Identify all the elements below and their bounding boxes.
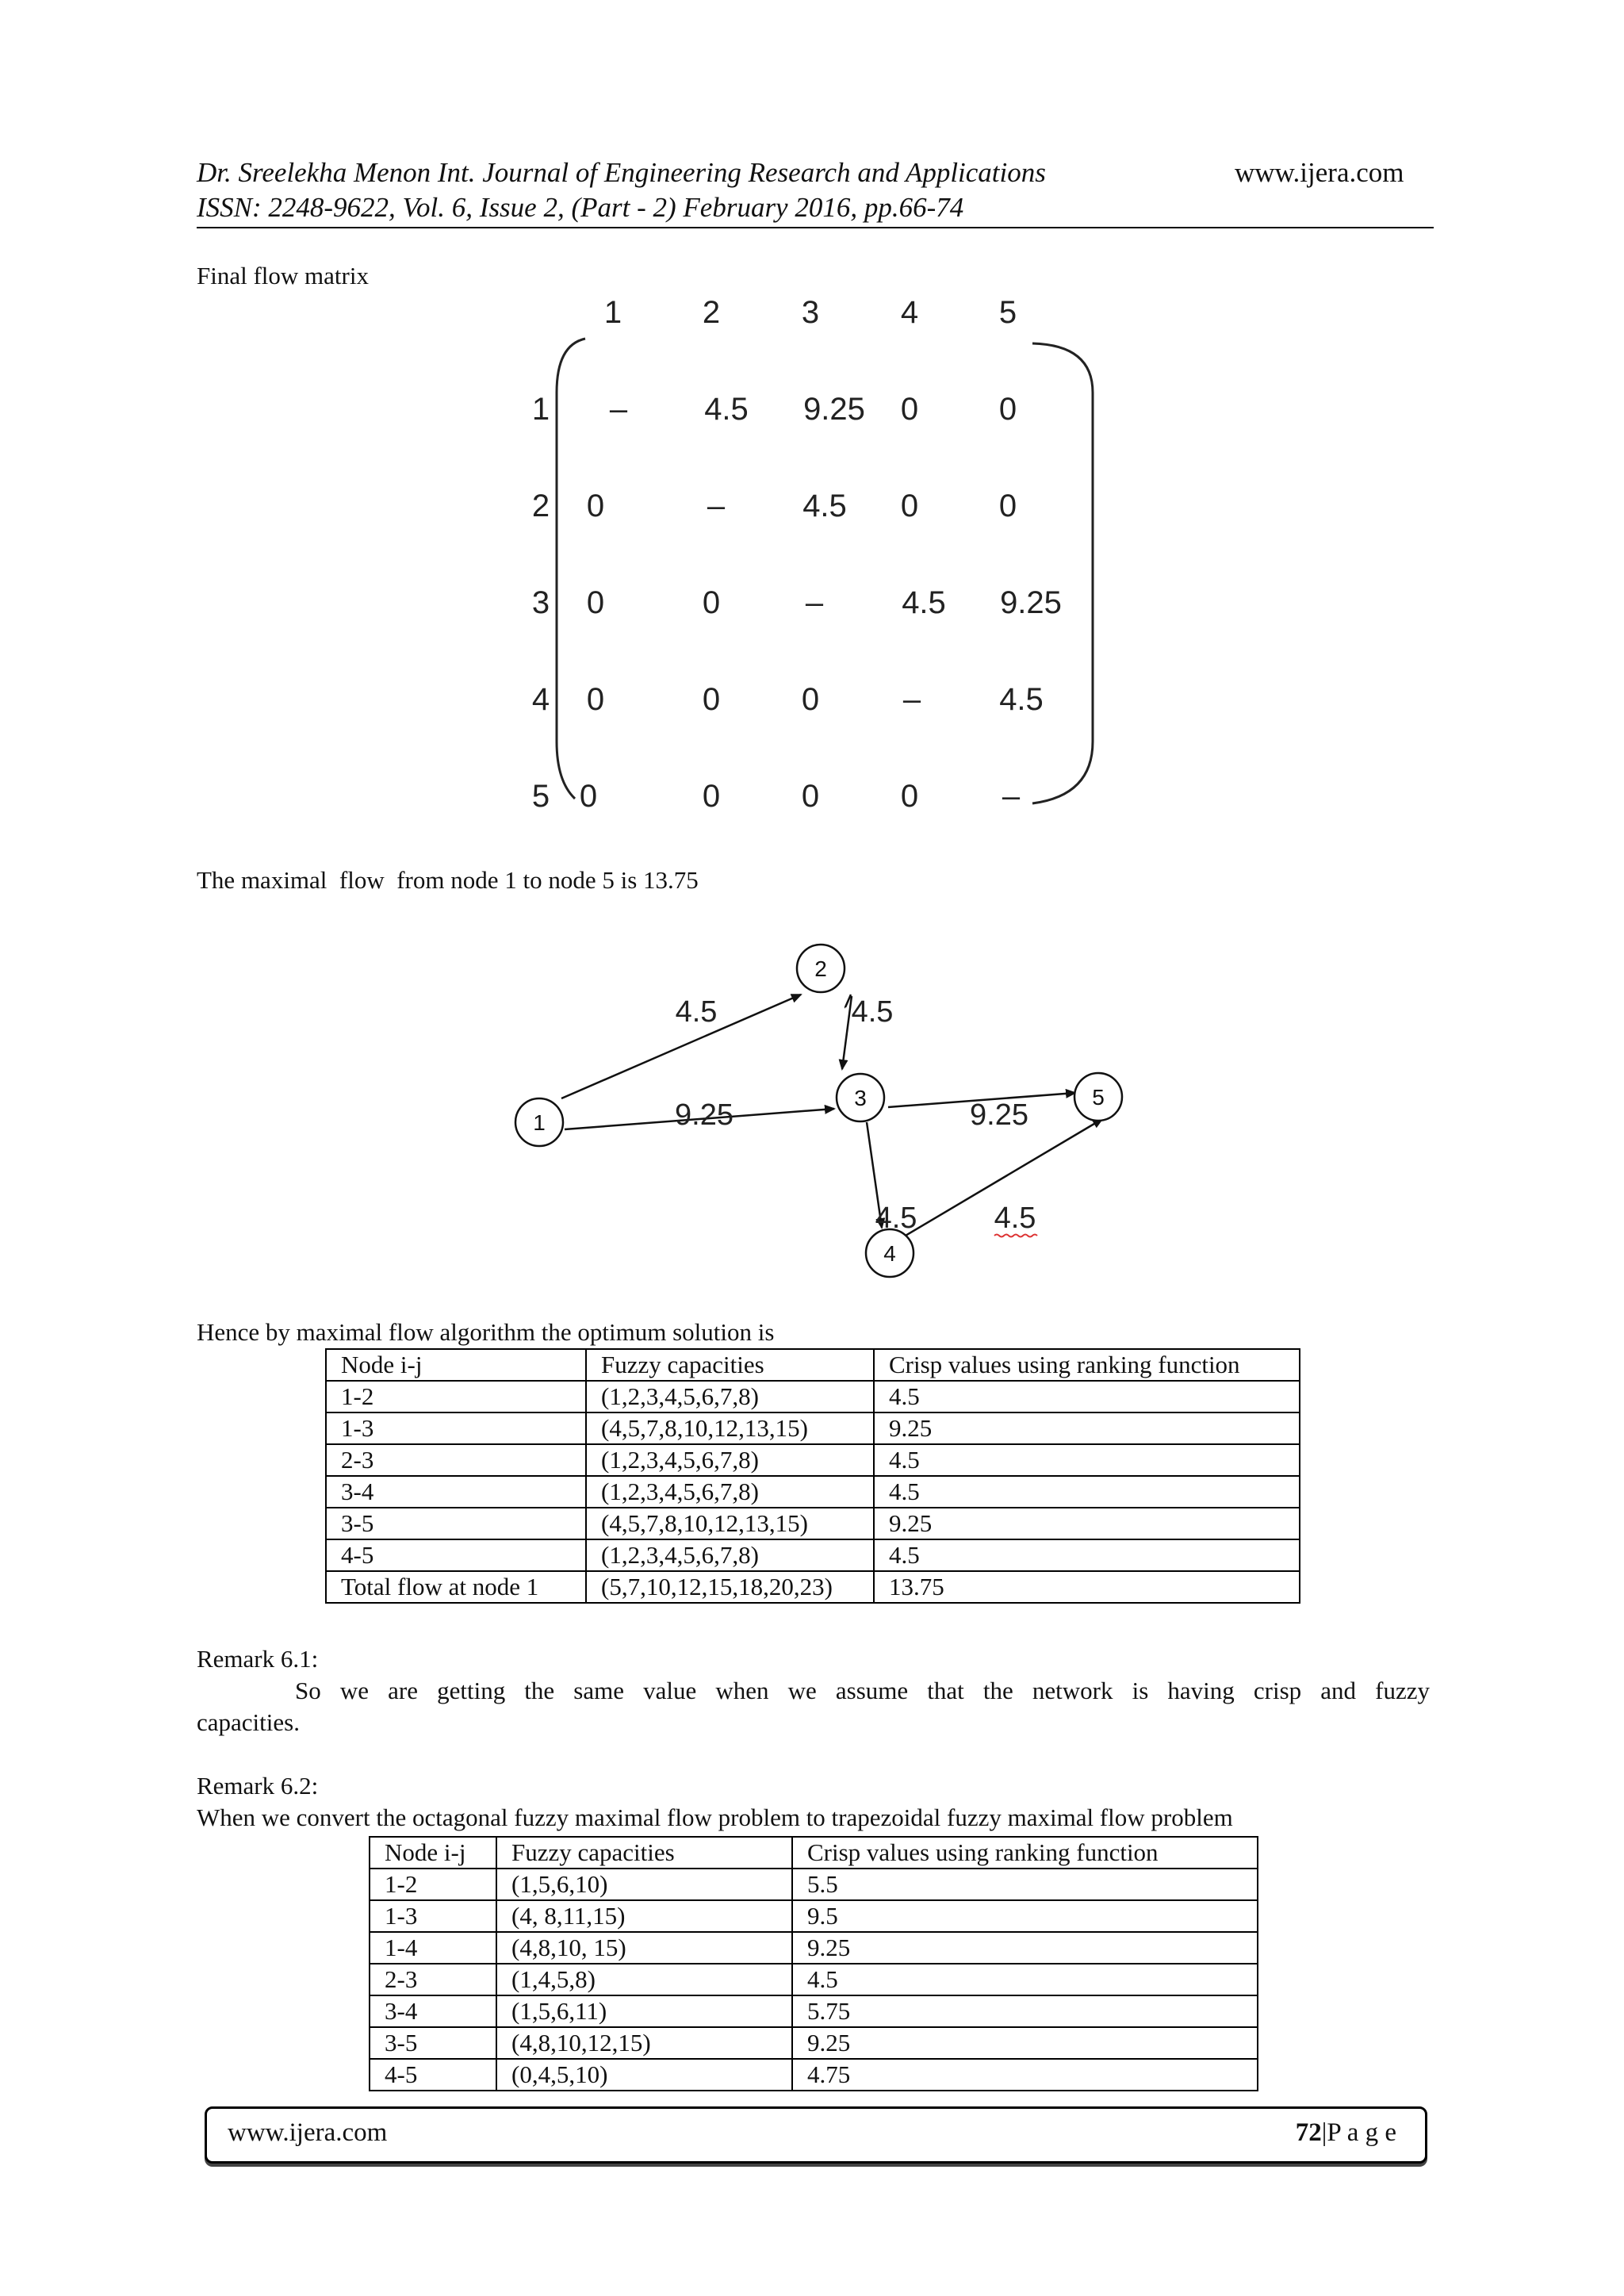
matrix-row-header: 5 <box>531 779 550 814</box>
page-number: 72 <box>1295 2118 1322 2147</box>
matrix-col-header: 2 <box>702 295 721 330</box>
table-cell: 9.25 <box>792 2027 1258 2059</box>
table-cell: (1,2,3,4,5,6,7,8) <box>586 1476 874 1508</box>
table-header-cell: Crisp values using ranking function <box>874 1349 1300 1381</box>
table-row <box>370 1964 1258 1995</box>
matrix-cell: – <box>902 682 921 717</box>
table-cell: 4.75 <box>792 2059 1258 2091</box>
matrix-cell: 0 <box>702 682 721 717</box>
network-diagram <box>492 920 1142 1293</box>
matrix-cell: 9.25 <box>1000 585 1062 620</box>
header-rule <box>197 227 1434 228</box>
edge-label-3-4: 4.5 <box>875 1202 917 1235</box>
table-cell: (4,8,10,12,15) <box>496 2027 792 2059</box>
matrix-cell: 0 <box>801 682 820 717</box>
matrix-cell: 4.5 <box>999 682 1044 717</box>
table-row <box>370 1995 1258 2027</box>
table-header-cell: Fuzzy capacities <box>496 1837 792 1869</box>
flow-matrix <box>492 282 1126 837</box>
node-label: 1 <box>533 1110 546 1135</box>
matrix-cell: 0 <box>586 585 605 620</box>
table-cell: 9.5 <box>792 1900 1258 1932</box>
table-header-row <box>370 1837 1258 1869</box>
table-header-cell: Fuzzy capacities <box>586 1349 874 1381</box>
table-cell: 3-5 <box>326 1508 586 1539</box>
matrix-left-bracket <box>557 339 585 799</box>
table-row <box>370 1900 1258 1932</box>
table-cell: 9.25 <box>874 1508 1300 1539</box>
matrix-cell: 0 <box>702 585 721 620</box>
trapezoidal-table <box>369 1836 1258 2091</box>
matrix-cell: 0 <box>900 779 919 814</box>
matrix-cell: – <box>707 489 726 523</box>
table-cell: (1,4,5,8) <box>496 1964 792 1995</box>
table-cell: 9.25 <box>874 1412 1300 1444</box>
table-cell: 3-5 <box>370 2027 496 2059</box>
table-header-cell: Node i-j <box>370 1837 496 1869</box>
table-row <box>370 1932 1258 1964</box>
footer-page <box>1296 2118 1396 2148</box>
edge-2-3 <box>842 996 852 1069</box>
matrix-cell: – <box>1002 779 1021 814</box>
node-label: 3 <box>854 1086 867 1110</box>
remark-6-1-title: Remark 6.1: <box>197 1645 319 1673</box>
journal-website[interactable]: www.ijera.com <box>1235 157 1404 188</box>
table-row <box>326 1476 1300 1508</box>
matrix-row-header: 2 <box>531 489 550 523</box>
table-cell: 4.5 <box>874 1539 1300 1571</box>
matrix-cell: 0 <box>900 392 919 427</box>
table-total-row <box>326 1571 1300 1603</box>
remark-6-1-line1: So we are getting the same value when we assume that the network is having crisp and fuzzy <box>295 1677 1430 1704</box>
table-cell: (1,2,3,4,5,6,7,8) <box>586 1539 874 1571</box>
table-cell: 1-2 <box>370 1869 496 1900</box>
matrix-cell: 4.5 <box>902 585 946 620</box>
table-cell: 5.5 <box>792 1869 1258 1900</box>
edge-label-4-5: 4.5 <box>994 1202 1036 1235</box>
matrix-col-header: 4 <box>900 295 919 330</box>
table-row <box>370 2059 1258 2091</box>
matrix-cell: 0 <box>998 392 1017 427</box>
node-label: 5 <box>1092 1085 1105 1110</box>
table-cell: Total flow at node 1 <box>326 1571 586 1603</box>
table-header-row <box>326 1349 1300 1381</box>
matrix-col-header: 3 <box>801 295 820 330</box>
matrix-cell: 0 <box>579 779 598 814</box>
table-cell: (4,5,7,8,10,12,13,15) <box>586 1412 874 1444</box>
table-cell: 9.25 <box>792 1932 1258 1964</box>
table-cell: 3-4 <box>326 1476 586 1508</box>
matrix-col-header: 1 <box>603 295 622 330</box>
table-row <box>326 1508 1300 1539</box>
matrix-cell: 9.25 <box>803 392 865 427</box>
matrix-cell: 0 <box>900 489 919 523</box>
table-cell: 3-4 <box>370 1995 496 2027</box>
table-cell: (1,2,3,4,5,6,7,8) <box>586 1381 874 1412</box>
matrix-row-header: 1 <box>531 392 550 427</box>
matrix-cell: 4.5 <box>802 489 847 523</box>
table-cell: 1-2 <box>326 1381 586 1412</box>
footer-website[interactable]: www.ijera.com <box>228 2118 388 2147</box>
matrix-cell: 0 <box>998 489 1017 523</box>
table-cell: (1,5,6,11) <box>496 1995 792 2027</box>
remark-6-2-text: When we convert the octagonal fuzzy maximal flow problem to trapezoidal fuzzy maximal flow problem <box>197 1803 1233 1831</box>
table-cell: 5.75 <box>792 1995 1258 2027</box>
matrix-row-header: 3 <box>531 585 550 620</box>
table-cell: 4.5 <box>792 1964 1258 1995</box>
table-cell: 4.5 <box>874 1381 1300 1412</box>
table-cell: (1,2,3,4,5,6,7,8) <box>586 1444 874 1476</box>
table-cell: 1-3 <box>326 1412 586 1444</box>
matrix-right-bracket <box>1032 343 1093 803</box>
node-label: 2 <box>814 956 827 981</box>
optimum-solution-table <box>325 1348 1300 1604</box>
table-cell: (1,5,6,10) <box>496 1869 792 1900</box>
page-footer <box>205 2106 1427 2164</box>
section-label: Final flow matrix <box>197 262 369 289</box>
matrix-cell: 0 <box>702 779 721 814</box>
maximal-flow-text: The maximal flow from node 1 to node 5 is 13.75 <box>197 866 699 894</box>
journal-issn: ISSN: 2248-9622, Vol. 6, Issue 2, (Part - 2) February 2016, pp.66-74 <box>197 192 964 223</box>
edge-label-2-3: 4.5 <box>851 995 894 1029</box>
table-cell: 13.75 <box>874 1571 1300 1603</box>
table-cell: 2-3 <box>370 1964 496 1995</box>
remark-6-1-line2: capacities. <box>197 1708 300 1736</box>
page-suffix: |P a g e <box>1321 2118 1396 2147</box>
table-cell: (4,8,10, 15) <box>496 1932 792 1964</box>
matrix-col-header: 5 <box>998 295 1017 330</box>
table-row <box>326 1412 1300 1444</box>
node-label: 4 <box>883 1241 896 1266</box>
table-cell: 1-3 <box>370 1900 496 1932</box>
table-cell: (4,5,7,8,10,12,13,15) <box>586 1508 874 1539</box>
edge-label-1-2: 4.5 <box>675 995 718 1029</box>
table-row <box>370 2027 1258 2059</box>
optimum-text: Hence by maximal flow algorithm the optimum solution is <box>197 1318 775 1346</box>
table-cell: (5,7,10,12,15,18,20,23) <box>586 1571 874 1603</box>
table-row <box>326 1539 1300 1571</box>
table-header-cell: Crisp values using ranking function <box>792 1837 1258 1869</box>
matrix-cell: – <box>805 585 824 620</box>
table-cell: 2-3 <box>326 1444 586 1476</box>
table-cell: 4.5 <box>874 1476 1300 1508</box>
table-cell: 4-5 <box>326 1539 586 1571</box>
table-row <box>370 1869 1258 1900</box>
table-cell: 4-5 <box>370 2059 496 2091</box>
table-row <box>326 1381 1300 1412</box>
edge-label-1-3: 9.25 <box>675 1098 733 1132</box>
table-cell: (0,4,5,10) <box>496 2059 792 2091</box>
matrix-row-header: 4 <box>531 682 550 717</box>
table-cell: 4.5 <box>874 1444 1300 1476</box>
table-header-cell: Node i-j <box>326 1349 586 1381</box>
table-cell: (4, 8,11,15) <box>496 1900 792 1932</box>
table-row <box>326 1444 1300 1476</box>
matrix-cell: – <box>609 392 628 427</box>
journal-title: Dr. Sreelekha Menon Int. Journal of Engineering Research and Applications <box>197 157 1046 188</box>
matrix-cell: 0 <box>586 682 605 717</box>
matrix-cell: 0 <box>586 489 605 523</box>
table-cell: 1-4 <box>370 1932 496 1964</box>
matrix-cell: 0 <box>801 779 820 814</box>
remark-6-2-title: Remark 6.2: <box>197 1772 319 1800</box>
edge-label-3-5: 9.25 <box>970 1098 1028 1132</box>
matrix-cell: 4.5 <box>704 392 749 427</box>
